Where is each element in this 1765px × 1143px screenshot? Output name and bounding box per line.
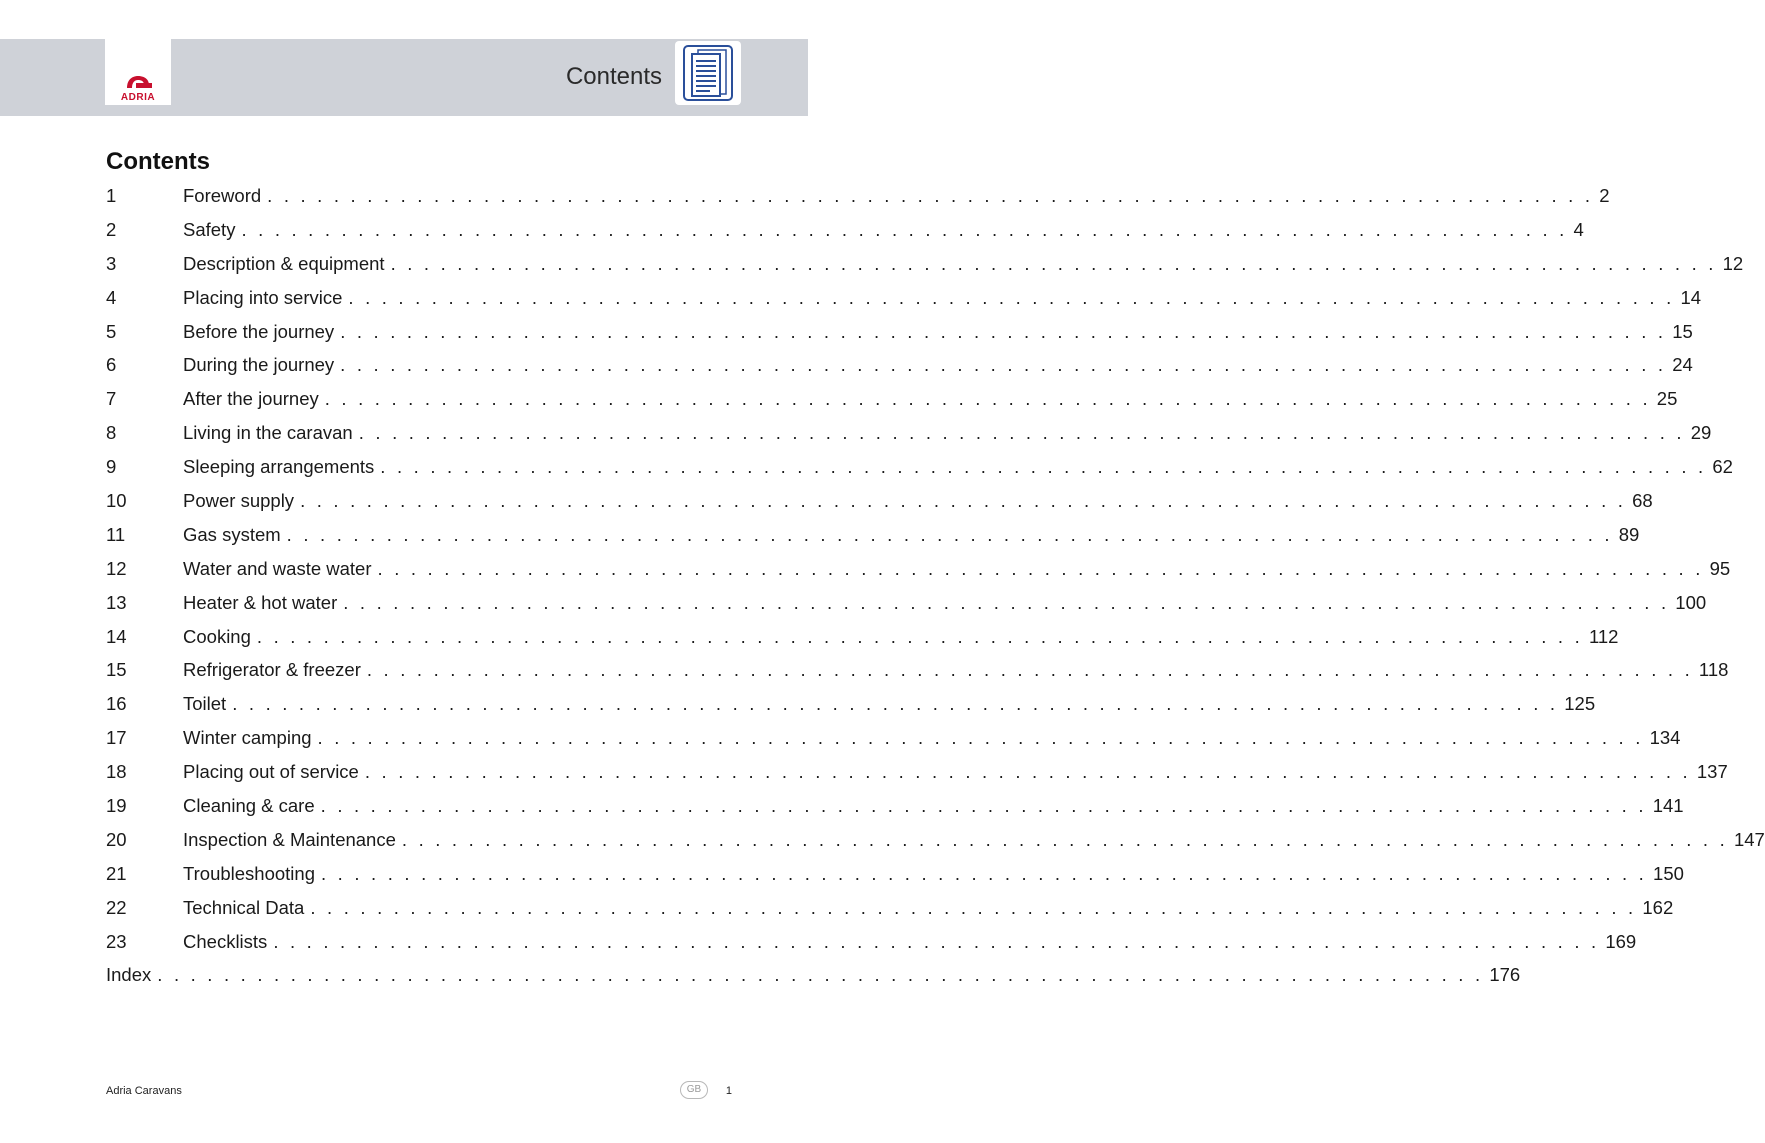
toc-leader-dots: . . . . . . . . . . . . . . . . . . . . . . . . . . . . . . . . . . . . . . . . . . . . . . . . . . . . . . . . . . . . . . . . . . . . . . . . . . . . . . . . (401, 828, 1728, 850)
toc-entry-page: 4 (1573, 218, 1584, 240)
toc-entry-title: During the journey (183, 354, 335, 376)
toc-entry-title: Cleaning & care (183, 794, 315, 816)
toc-entry-page: 141 (1652, 794, 1684, 816)
toc-entry-number: 4 (106, 286, 117, 308)
toc-entry-page: 95 (1709, 557, 1731, 579)
toc-entry-title: Placing into service (183, 286, 343, 308)
toc-entry-number: 7 (106, 388, 117, 410)
toc-entry-number: 9 (106, 456, 117, 478)
footer-publisher: Adria Caravans (106, 1085, 182, 1097)
toc-entry (106, 620, 1619, 654)
toc-leader-dots: . . . . . . . . . . . . . . . . . . . . . . . . . . . . . . . . . . . . . . . . . . . . . . . . . . . . . . . . . . . . . . . . . . . . . . . . . . . . . . . . (380, 456, 1707, 478)
toc-entry-number: 18 (106, 761, 127, 783)
toc-leader-dots: . . . . . . . . . . . . . . . . . . . . . . . . . . . . . . . . . . . . . . . . . . . . . . . . . . . . . . . . . . . . . . . . . . . . . . . . . . . . . . . . (366, 659, 1693, 681)
toc-entry-title: Description & equipment (183, 252, 385, 274)
toc-entry-number: 19 (106, 794, 127, 816)
toc-entry-title: Checklists (183, 930, 268, 952)
toc-leader-dots: . . . . . . . . . . . . . . . . . . . . . . . . . . . . . . . . . . . . . . . . . . . . . . . . . . . . . . . . . . . . . . . . . . . . . . . . . . . . . . . . (300, 489, 1627, 511)
toc-entry-page: 112 (1588, 625, 1619, 647)
toc-entry-page: 137 (1696, 761, 1728, 783)
toc-entry-number: 3 (106, 252, 117, 274)
toc-entry-number: 15 (106, 659, 127, 681)
toc-entry-page: 68 (1632, 489, 1653, 511)
toc-entry-page: 25 (1656, 388, 1678, 410)
toc-leader-dots: . . . . . . . . . . . . . . . . . . . . . . . . . . . . . . . . . . . . . . . . . . . . . . . . . . . . . . . . . . . . . . . . . . . . . . . . . . . . . . . . (256, 625, 1583, 647)
toc-entry-page: 12 (1722, 252, 1744, 274)
toc-entry-number: 11 (106, 523, 126, 545)
toc-entry-number: 10 (106, 489, 127, 511)
toc-entry (106, 925, 1637, 959)
toc-entry-page: 29 (1690, 422, 1712, 444)
toc-entry-number: 5 (106, 320, 117, 342)
toc-entry-page: 15 (1672, 320, 1693, 342)
toc-entry-title: Living in the caravan (183, 422, 353, 444)
toc-entry-number: 8 (106, 422, 117, 444)
toc-entry-title: Cooking (183, 625, 251, 647)
toc-entry (106, 687, 1596, 721)
toc-entry (106, 450, 1733, 484)
brand-name: ADRIA (120, 92, 156, 103)
toc-entry-page: 147 (1733, 828, 1765, 850)
toc-leader-dots: . . . . . . . . . . . . . . . . . . . . . . . . . . . . . . . . . . . . . . . . . . . . . . . . . . . . . . . . . . . . . . . . . . . . . . . . . . . . . . . . (241, 218, 1568, 240)
toc-entry-number: 13 (106, 591, 127, 613)
toc-entry-title: Before the journey (183, 320, 335, 342)
toc-leader-dots: . . . . . . . . . . . . . . . . . . . . . . . . . . . . . . . . . . . . . . . . . . . . . . . . . . . . . . . . . . . . . . . . . . . . . . . . . . . . . . . . (377, 557, 1704, 579)
header-icon-box (675, 41, 741, 105)
toc-entry-page: 150 (1653, 862, 1684, 884)
toc-entry (106, 247, 1744, 281)
toc-entry (106, 179, 1610, 213)
toc-entry (106, 382, 1678, 416)
toc-entry (106, 755, 1728, 789)
toc-entry-number: 1 (106, 184, 117, 206)
toc-entry-number: 23 (106, 930, 127, 952)
toc-leader-dots: . . . . . . . . . . . . . . . . . . . . . . . . . . . . . . . . . . . . . . . . . . . . . . . . . . . . . . . . . . . . . . . . . . . . . . . . . . . . . . . . (286, 523, 1613, 545)
toc-entry-title: Inspection & Maintenance (183, 828, 396, 850)
toc-entry-title: Safety (183, 218, 236, 240)
toc-entry-number: 20 (106, 828, 127, 850)
toc-leader-dots: . . . . . . . . . . . . . . . . . . . . . . . . . . . . . . . . . . . . . . . . . . . . . . . . . . . . . . . . . . . . . . . . . . . . . . . . . . . . . . . . (320, 794, 1647, 816)
language-badge: GB (680, 1081, 708, 1099)
toc-leader-dots: . . . . . . . . . . . . . . . . . . . . . . . . . . . . . . . . . . . . . . . . . . . . . . . . . . . . . . . . . . . . . . . . . . . . . . . . . . . . . . . . (358, 422, 1685, 444)
toc-entry-number: 6 (106, 354, 117, 376)
toc-entry (106, 518, 1640, 552)
toc-leader-dots: . . . . . . . . . . . . . . . . . . . . . . . . . . . . . . . . . . . . . . . . . . . . . . . . . . . . . . . . . . . . . . . . . . . . . . . . . . . . . . . . (364, 761, 1691, 783)
toc-entry-number: 12 (106, 557, 127, 579)
toc-entry (106, 281, 1702, 315)
toc-leader-dots: . . . . . . . . . . . . . . . . . . . . . . . . . . . . . . . . . . . . . . . . . . . . . . . . . . . . . . . . . . . . . . . . . . . . . . . . . . . . . . . . (232, 693, 1559, 715)
toc-entry (106, 721, 1681, 755)
toc-entry-title: Troubleshooting (183, 862, 315, 884)
toc-entry-page: 100 (1675, 591, 1707, 613)
toc-entry-title: Technical Data (183, 896, 305, 918)
toc-leader-dots: . . . . . . . . . . . . . . . . . . . . . . . . . . . . . . . . . . . . . . . . . . . . . . . . . . . . . . . . . . . . . . . . . . . . . . . . . . . . . . . . (157, 964, 1484, 986)
toc-entry (106, 653, 1729, 687)
toc-entry-title: After the journey (183, 388, 319, 410)
toc-entry-title: Gas system (183, 523, 281, 545)
toc-entry-page: 125 (1564, 693, 1596, 715)
toc-entry (106, 348, 1693, 382)
toc-entry-number: 21 (106, 862, 127, 884)
toc-heading: Contents (106, 148, 210, 175)
toc-entry (106, 484, 1653, 518)
toc-entry-page: 176 (1489, 964, 1521, 986)
toc-entry (106, 586, 1707, 620)
toc-leader-dots: . . . . . . . . . . . . . . . . . . . . . . . . . . . . . . . . . . . . . . . . . . . . . . . . . . . . . . . . . . . . . . . . . . . . . . . . . . . . . . . . (267, 184, 1594, 206)
toc-leader-dots: . . . . . . . . . . . . . . . . . . . . . . . . . . . . . . . . . . . . . . . . . . . . . . . . . . . . . . . . . . . . . . . . . . . . . . . . . . . . . . . . (348, 286, 1675, 308)
toc-entry (106, 823, 1765, 857)
toc-entry-page: 162 (1642, 896, 1674, 918)
adria-logo-icon (108, 74, 168, 90)
toc-entry-number: 14 (106, 625, 127, 647)
toc-leader-dots: . . . . . . . . . . . . . . . . . . . . . . . . . . . . . . . . . . . . . . . . . . . . . . . . . . . . . . . . . . . . . . . . . . . . . . . . . . . . . . . . (317, 727, 1644, 749)
toc-entry (106, 416, 1712, 450)
toc-entry-page: 118 (1698, 659, 1729, 681)
toc-leader-dots: . . . . . . . . . . . . . . . . . . . . . . . . . . . . . . . . . . . . . . . . . . . . . . . . . . . . . . . . . . . . . . . . . . . . . . . . . . . . . . . . (320, 862, 1648, 884)
footer-page-number: 1 (725, 1085, 732, 1097)
toc-entry-title: Index (106, 964, 152, 986)
toc-entry-number: 17 (106, 727, 127, 749)
toc-entry-page: 24 (1672, 354, 1693, 376)
toc-entry-number: 16 (106, 693, 127, 715)
toc-leader-dots: . . . . . . . . . . . . . . . . . . . . . . . . . . . . . . . . . . . . . . . . . . . . . . . . . . . . . . . . . . . . . . . . . . . . . . . . . . . . . . . . (343, 591, 1670, 613)
toc-entry-page: 89 (1618, 523, 1640, 545)
toc-entry-page: 169 (1605, 930, 1637, 952)
header-title: Contents (565, 63, 662, 90)
toc-leader-dots: . . . . . . . . . . . . . . . . . . . . . . . . . . . . . . . . . . . . . . . . . . . . . . . . . . . . . . . . . . . . . . . . . . . . . . . . . . . . . . . . (324, 388, 1651, 410)
toc-entry-title: Power supply (183, 489, 295, 511)
toc-leader-dots: . . . . . . . . . . . . . . . . . . . . . . . . . . . . . . . . . . . . . . . . . . . . . . . . . . . . . . . . . . . . . . . . . . . . . . . . . . . . . . . . (340, 320, 1667, 342)
toc-entry-title: Toilet (183, 693, 227, 715)
toc-entry-title: Refrigerator & freezer (183, 659, 361, 681)
toc-entry-title: Water and waste water (183, 557, 372, 579)
toc-entry-page: 2 (1599, 184, 1610, 206)
toc-list (106, 179, 1765, 992)
toc-entry (106, 857, 1684, 891)
toc-entry-title: Placing out of service (183, 761, 359, 783)
toc-entry-title: Winter camping (183, 727, 312, 749)
toc-entry-page: 62 (1712, 456, 1733, 478)
toc-entry-page: 134 (1649, 727, 1681, 749)
toc-entry-page: 14 (1680, 286, 1702, 308)
toc-leader-dots: . . . . . . . . . . . . . . . . . . . . . . . . . . . . . . . . . . . . . . . . . . . . . . . . . . . . . . . . . . . . . . . . . . . . . . . . . . . . . . . . (273, 930, 1600, 952)
toc-entry-title: Sleeping arrangements (183, 456, 375, 478)
toc-entry (106, 891, 1674, 925)
toc-entry-title: Heater & hot water (183, 591, 338, 613)
toc-entry-title: Foreword (183, 184, 262, 206)
toc-entry (106, 213, 1584, 247)
toc-entry-number: 2 (106, 218, 117, 240)
toc-entry-number: 22 (106, 896, 127, 918)
toc-entry (106, 958, 1521, 992)
toc-leader-dots: . . . . . . . . . . . . . . . . . . . . . . . . . . . . . . . . . . . . . . . . . . . . . . . . . . . . . . . . . . . . . . . . . . . . . . . . . . . . . . . . (340, 354, 1667, 376)
toc-entry (106, 552, 1731, 586)
toc-entry (106, 315, 1693, 349)
toc-leader-dots: . . . . . . . . . . . . . . . . . . . . . . . . . . . . . . . . . . . . . . . . . . . . . . . . . . . . . . . . . . . . . . . . . . . . . . . . . . . . . . . . (310, 896, 1637, 918)
toc-entry (106, 789, 1684, 823)
document-icon (680, 44, 736, 102)
toc-leader-dots: . . . . . . . . . . . . . . . . . . . . . . . . . . . . . . . . . . . . . . . . . . . . . . . . . . . . . . . . . . . . . . . . . . . . . . . . . . . . . . . . (390, 252, 1717, 274)
